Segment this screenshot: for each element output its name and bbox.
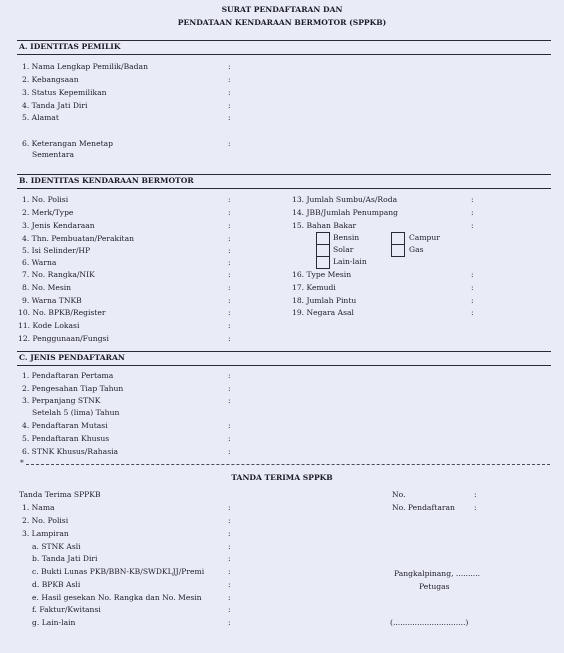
field-jbb: 14. JBB/Jumlah Penumpang [292, 208, 399, 217]
receipt-signature: (..............................) [390, 618, 469, 627]
colon: : [228, 270, 231, 279]
field-alamat: 5. Alamat [22, 113, 59, 122]
colon: : [228, 529, 231, 538]
colon: : [474, 490, 477, 499]
colon: : [228, 396, 231, 405]
colon: : [228, 246, 231, 255]
field-isi-selinder: 5. Isi Selinder/HP [22, 246, 91, 255]
colon: : [228, 258, 231, 267]
field-kemudi: 17. Kemudi [292, 283, 336, 292]
field-no-bpkb: 10. No. BPKB/Register [18, 308, 106, 317]
field-no-rangka: 7. No. Rangka/NIK [22, 270, 95, 279]
receipt-no-label: No. [392, 490, 406, 499]
colon: : [228, 308, 231, 317]
receipt-item-hasil-gesekan: e. Hasil gesekan No. Rangka dan No. Mesin [32, 593, 202, 602]
field-negara-asal: 19. Negara Asal [292, 308, 354, 317]
colon: : [228, 447, 231, 456]
section-b-title: B. IDENTITAS KENDARAAN BERMOTOR [19, 176, 194, 185]
section-c-title: C. JENIS PENDAFTARAN [19, 353, 125, 362]
receipt-officer: Petugas [419, 582, 450, 591]
fuel-option-campur: Campur [409, 233, 440, 242]
colon: : [228, 503, 231, 512]
fuel-checkbox-divider [391, 244, 405, 245]
receipt-subtitle: Tanda Terima SPPKB [19, 490, 101, 499]
field-kode-lokasi: 11. Kode Lokasi [18, 321, 80, 330]
colon: : [228, 296, 231, 305]
field-no-mesin: 8. No. Mesin [22, 283, 72, 292]
field-keterangan-menetap: 6. Keterangan Menetap [22, 139, 114, 148]
colon: : [228, 384, 231, 393]
receipt-place-date: Pangkalpinang, .......... [394, 569, 481, 578]
colon: : [228, 434, 231, 443]
colon: : [228, 542, 231, 551]
colon: : [228, 618, 231, 627]
colon: : [228, 75, 231, 84]
colon: : [228, 516, 231, 525]
receipt-item-bukti-lunas: c. Bukti Lunas PKB/BBN-KB/SWDKLJJ/Premi [32, 567, 205, 576]
colon: : [228, 139, 231, 148]
field-setelah-5-tahun: Setelah 5 (lima) Tahun [32, 408, 120, 417]
field-type-mesin: 16. Type Mesin [292, 270, 352, 279]
colon: : [228, 88, 231, 97]
receipt-title: TANDA TERIMA SPPKB [231, 473, 333, 482]
field-warna-tnkb: 9. Warna TNKB [22, 296, 82, 305]
cut-line [26, 464, 550, 465]
field-pendaftaran-khusus: 5. Pendaftaran Khusus [22, 434, 110, 443]
receipt-item-tanda-jati-diri: b. Tanda Jati Diri [32, 554, 98, 563]
colon: : [228, 101, 231, 110]
colon: : [471, 283, 474, 292]
colon: : [228, 334, 231, 343]
receipt-field-nama: 1. Nama [22, 503, 55, 512]
colon: : [228, 62, 231, 71]
field-status-kepemilikan: 3. Status Kepemilikan [22, 88, 107, 97]
form-title-line1: SURAT PENDAFTARAN DAN [221, 5, 343, 14]
field-thn-pembuatan: 4. Thn. Pembuatan/Perakitan [22, 234, 135, 243]
colon: : [228, 195, 231, 204]
field-tanda-jati-diri: 4. Tanda Jati Diri [22, 101, 88, 110]
colon: : [471, 308, 474, 317]
field-pendaftaran-pertama: 1. Pendaftaran Pertama [22, 371, 114, 380]
field-no-polisi: 1. No. Polisi [22, 195, 69, 204]
section-b-top-rule [17, 174, 551, 175]
footnote-mark: * [20, 458, 24, 467]
field-pengesahan: 2. Pengesahan Tiap Tahun [22, 384, 124, 393]
receipt-field-lampiran: 3. Lampiran [22, 529, 69, 538]
colon: : [228, 371, 231, 380]
colon: : [228, 221, 231, 230]
field-jumlah-sumbu: 13. Jumlah Sumbu/As/Roda [292, 195, 398, 204]
field-penggunaan: 12. Penggunaan/Fungsi [18, 334, 109, 343]
receipt-item-bpkb-asli: d. BPKB Asli [32, 580, 81, 589]
field-pendaftaran-mutasi: 4. Pendaftaran Mutasi [22, 421, 108, 430]
colon: : [228, 234, 231, 243]
fuel-option-solar: Solar [333, 245, 354, 254]
field-perpanjang-stnk: 3. Perpanjang STNK [22, 396, 101, 405]
colon: : [471, 195, 474, 204]
field-jenis-kendaraan: 3. Jenis Kendaraan [22, 221, 95, 230]
section-c-top-rule [17, 351, 551, 352]
colon: : [228, 321, 231, 330]
colon: : [228, 605, 231, 614]
field-sementara: Sementara [32, 150, 75, 159]
colon: : [228, 421, 231, 430]
field-kebangsaan: 2. Kebangsaan [22, 75, 79, 84]
receipt-no-pendaftaran-label: No. Pendaftaran [392, 503, 455, 512]
colon: : [228, 554, 231, 563]
field-bahan-bakar: 15. Bahan Bakar [292, 221, 357, 230]
receipt-item-faktur: f. Faktur/Kwitansi [32, 605, 101, 614]
field-stnk-khusus: 6. STNK Khusus/Rahasia [22, 447, 119, 456]
fuel-option-bensin: Bensin [333, 233, 360, 242]
colon: : [471, 221, 474, 230]
colon: : [471, 296, 474, 305]
field-nama-pemilik: 1. Nama Lengkap Pemilik/Badan [22, 62, 148, 71]
form-title-line2: PENDATAAN KENDARAAN BERMOTOR (SPPKB) [177, 18, 387, 27]
fuel-checkbox-group-left[interactable] [316, 232, 330, 269]
field-merk-type: 2. Merk/Type [22, 208, 74, 217]
colon: : [474, 503, 477, 512]
section-b-bottom-rule [17, 188, 551, 189]
fuel-option-gas: Gas [409, 245, 424, 254]
colon: : [471, 208, 474, 217]
colon: : [471, 270, 474, 279]
section-a-top-rule [17, 40, 551, 41]
field-warna: 6. Warna [22, 258, 57, 267]
colon: : [228, 208, 231, 217]
receipt-item-stnk-asli: a. STNK Asli [32, 542, 81, 551]
colon: : [228, 283, 231, 292]
receipt-item-lain-lain: g. Lain-lain [32, 618, 76, 627]
colon: : [228, 567, 231, 576]
fuel-option-lain-lain: Lain-lain [333, 257, 367, 266]
field-jumlah-pintu: 18. Jumlah Pintu [292, 296, 357, 305]
receipt-field-no-polisi: 2. No. Polisi [22, 516, 69, 525]
fuel-checkbox-divider [316, 244, 330, 245]
section-c-bottom-rule [17, 365, 551, 366]
section-a-title: A. IDENTITAS PEMILIK [19, 42, 121, 51]
section-a-bottom-rule [17, 54, 551, 55]
colon: : [228, 580, 231, 589]
fuel-checkbox-divider [316, 256, 330, 257]
colon: : [228, 593, 231, 602]
colon: : [228, 113, 231, 122]
